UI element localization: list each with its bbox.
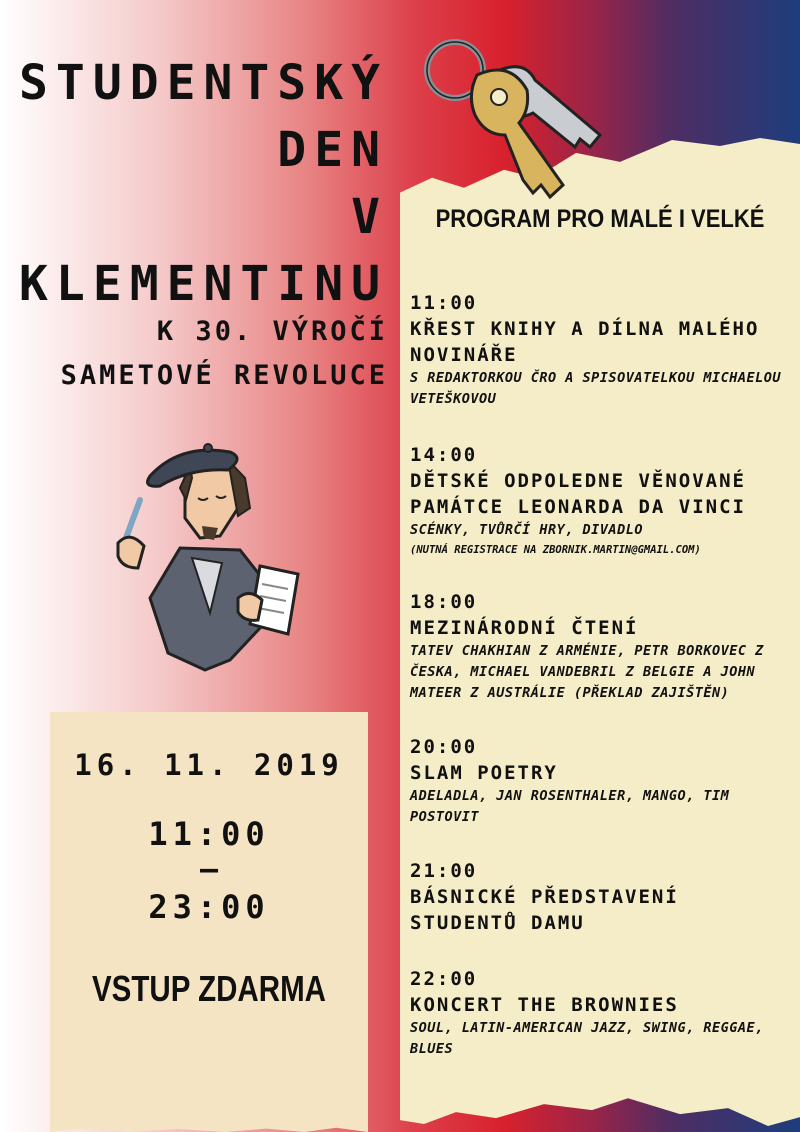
event-time: 11:00	[410, 292, 478, 314]
event-subtitle: ADELADLA, JAN ROSENTHALER, MANGO, TIM POSTOVIT	[410, 788, 730, 825]
program-event	[410, 858, 795, 936]
event-subtitle: TATEV CHAKHIAN Z ARMÉNIE, PETR BORKOVEC Z ČESKA, MICHAEL VANDEBRIL Z BELGIE A JOHN MATEER Z AUSTRÁLIE (PŘEKLAD ZAJIŠTĚN)	[410, 643, 764, 701]
program-event	[410, 290, 795, 410]
title-line-2: DEN	[277, 122, 388, 178]
event-date: 16. 11. 2019	[74, 748, 344, 782]
event-time: 18:00	[410, 591, 478, 613]
event-time: 22:00	[410, 968, 478, 990]
end-time: 23:00	[148, 888, 270, 926]
subtitle-line-1: K 30. VÝROČÍ	[156, 316, 388, 347]
keys-icon	[415, 35, 615, 210]
event-subtitle: SOUL, LATIN-AMERICAN JAZZ, SWING, REGGAE, BLUES	[410, 1020, 764, 1057]
event-time: 14:00	[410, 444, 478, 466]
event-time: 20:00	[410, 736, 478, 758]
program-event	[410, 734, 795, 828]
artist-icon	[110, 438, 310, 678]
event-title: MEZINÁRODNÍ ČTENÍ	[410, 617, 639, 639]
subtitle-line-2: SAMETOVÉ REVOLUCE	[60, 360, 388, 391]
poster-title	[0, 50, 388, 318]
poster-subtitle	[61, 310, 388, 398]
program-event	[410, 966, 795, 1060]
time-separator: —	[199, 852, 219, 887]
event-subtitle: S REDAKTORKOU ČRO A SPISOVATELKOU MICHAELOU VETEŠKOVOU	[410, 370, 781, 407]
event-subtitle: SCÉNKY, TVŮRČÍ HRY, DIVADLO	[410, 522, 643, 538]
event-title: DĚTSKÉ ODPOLEDNE VĚNOVANÉ PAMÁTCE LEONARDA DA VINCI	[410, 470, 746, 518]
program-list	[410, 290, 795, 1060]
program-heading: PROGRAM PRO MALÉ I VELKÉ	[435, 205, 765, 233]
event-title: KONCERT THE BROWNIES	[410, 994, 679, 1016]
event-title: SLAM POETRY	[410, 762, 558, 784]
program-event	[410, 442, 795, 559]
event-note: (NUTNÁ REGISTRACE NA ZBORNIK.MARTIN@GMAIL.COM)	[410, 544, 701, 556]
event-time: 21:00	[410, 860, 478, 882]
event-title: BÁSNICKÉ PŘEDSTAVENÍ STUDENTŮ DAMU	[410, 886, 679, 934]
free-entry-label: VSTUP ZDARMA	[91, 968, 326, 1009]
title-line-3: V KLEMENTINU	[19, 189, 388, 312]
event-title: KŘEST KNIHY A DÍLNA MALÉHO NOVINÁŘE	[410, 318, 760, 366]
title-line-1: STUDENTSKÝ	[19, 55, 388, 111]
start-time: 11:00	[148, 815, 270, 853]
program-event	[410, 589, 795, 704]
